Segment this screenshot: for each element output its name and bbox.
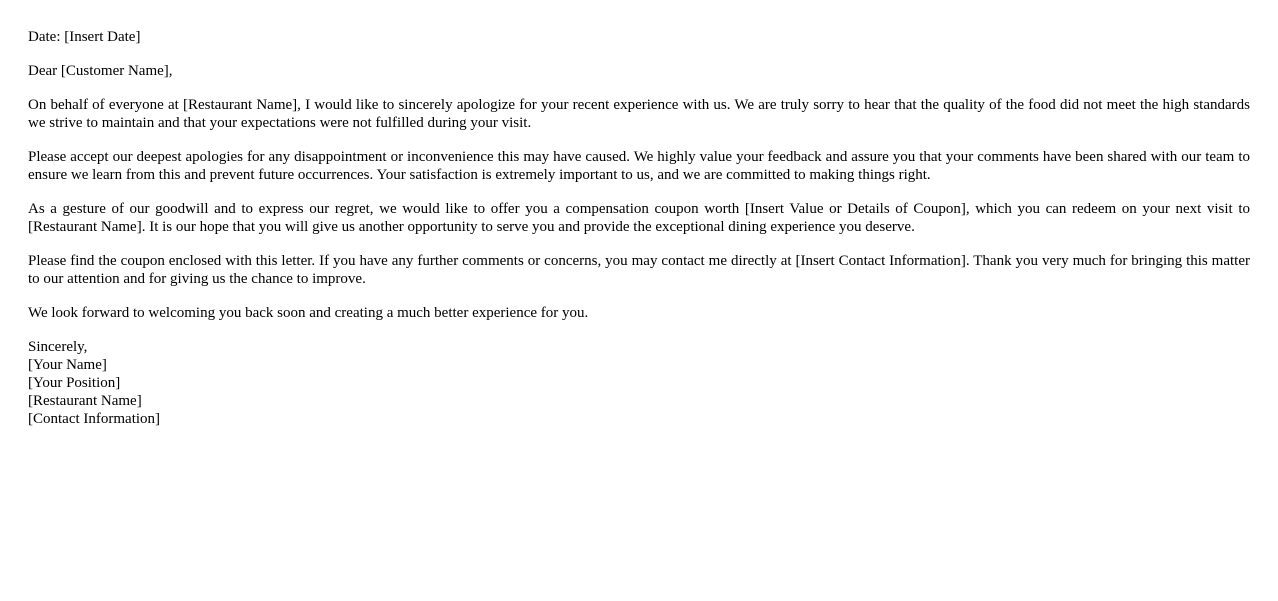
body-paragraph-closing: We look forward to welcoming you back soon and creating a much better experience for you. xyxy=(28,305,589,321)
signature-contact: [Contact Information] xyxy=(28,411,161,427)
signature-closing: Sincerely, xyxy=(28,339,88,355)
body-paragraph-feedback: Please accept our deepest apologies for any disappointment or inconvenience this may have caused. We highly value your feedback and assure you that your comments have been shared with our team to ensure we learn from this and prevent future occurrences. Your satisfaction is extremely important to us, and we are committed to making things right. xyxy=(28,149,1250,183)
signature-name: [Your Name] xyxy=(28,357,107,373)
signature-position: [Your Position] xyxy=(28,375,121,391)
body-paragraph-apology: On behalf of everyone at [Restaurant Name], I would like to sincerely apologize for your recent experience with us. We are truly sorry to hear that the quality of the food did not meet the high standards we strive to maintain and that your expectations were not fulfilled during your visit. xyxy=(28,97,1250,131)
greeting: Dear [Customer Name], xyxy=(28,63,173,79)
letter-document xyxy=(28,28,1250,428)
signature-restaurant: [Restaurant Name] xyxy=(28,393,142,409)
body-paragraph-contact: Please find the coupon enclosed with this letter. If you have any further comments or concerns, you may contact me directly at [Insert Contact Information]. Thank you very much for bringing this matter to our attention and for giving us the chance to improve. xyxy=(28,253,1250,287)
date-line: Date: [Insert Date] xyxy=(28,29,141,45)
signature-block xyxy=(28,338,1250,428)
body-paragraph-coupon: As a gesture of our goodwill and to express our regret, we would like to offer you a compensation coupon worth [Insert Value or Details of Coupon], which you can redeem on your next visit to [Restaurant Name]. It is our hope that you will give us another opportunity to serve you and provide the exceptional dining experience you deserve. xyxy=(28,201,1250,235)
